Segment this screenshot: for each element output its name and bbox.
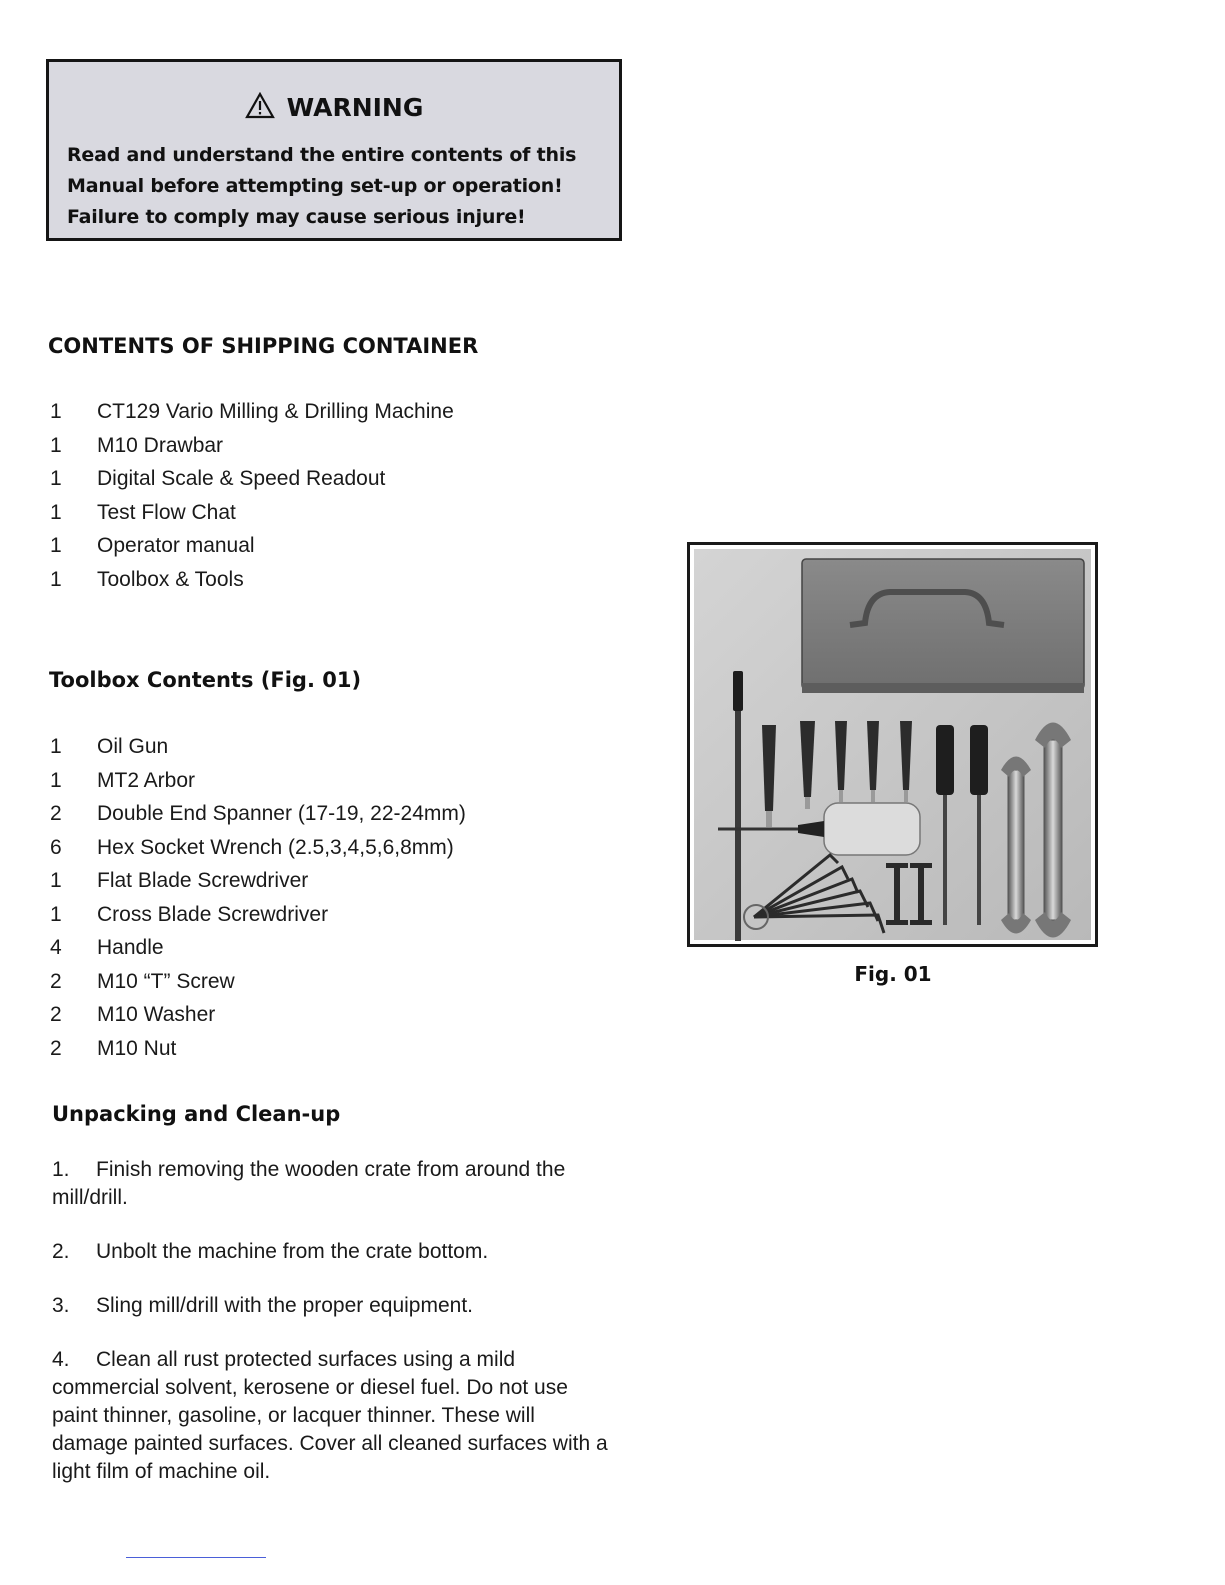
list-item [50, 903, 466, 937]
step-item [52, 1292, 612, 1320]
item-qty: 1 [50, 735, 62, 758]
list-item [50, 802, 466, 836]
step-number: 3. [52, 1294, 70, 1317]
toolbox-heading: Toolbox Contents (Fig. 01) [49, 668, 362, 692]
list-item [50, 836, 466, 870]
warning-line: Read and understand the entire contents of this [67, 144, 577, 166]
item-name: CT129 Vario Milling & Drilling Machine [97, 400, 454, 423]
item-qty: 2 [50, 802, 62, 825]
step-item [52, 1346, 612, 1486]
list-item [50, 534, 454, 568]
toolbox-tools-illustration [690, 545, 1095, 944]
item-qty: 1 [50, 567, 62, 591]
figure-caption: Fig. 01 [854, 962, 932, 986]
list-item [50, 970, 466, 1004]
item-qty: 2 [50, 1003, 62, 1026]
item-qty: 1 [50, 534, 62, 558]
list-item [50, 769, 466, 803]
item-name: Toolbox & Tools [97, 567, 244, 591]
list-item [50, 400, 454, 434]
footer-link-underline [126, 1557, 266, 1558]
item-name: Test Flow Chat [97, 500, 236, 524]
item-name: Operator manual [97, 534, 255, 558]
list-item [50, 501, 454, 535]
item-name: Flat Blade Screwdriver [97, 869, 309, 892]
list-item [50, 936, 466, 970]
item-name: M10 “T” Screw [97, 969, 235, 993]
item-name: Handle [97, 936, 164, 959]
item-name: MT2 Arbor [97, 768, 196, 792]
list-item [50, 735, 466, 769]
item-qty: 1 [50, 768, 62, 792]
item-qty: 1 [50, 400, 62, 423]
list-item [50, 1003, 466, 1037]
item-qty: 1 [50, 467, 62, 491]
step-text: Unbolt the machine from the crate bottom. [96, 1240, 489, 1263]
item-qty: 1 [50, 433, 62, 457]
warning-box [46, 59, 622, 241]
item-qty: 6 [50, 835, 62, 859]
item-name: Hex Socket Wrench (2.5,3,4,5,6,8mm) [97, 835, 454, 859]
step-text: Finish removing the wooden crate from around the mill/drill. [52, 1158, 566, 1209]
list-item [50, 568, 454, 602]
item-qty: 1 [50, 869, 62, 892]
step-item [52, 1156, 612, 1212]
toolbox-list [50, 735, 466, 1070]
step-number: 2. [52, 1240, 70, 1263]
shipping-list [50, 400, 454, 602]
list-item [50, 467, 454, 501]
unpacking-heading: Unpacking and Clean-up [52, 1102, 341, 1126]
item-name: M10 Washer [97, 1003, 216, 1026]
item-name: Digital Scale & Speed Readout [97, 467, 386, 491]
warning-triangle-icon [245, 92, 275, 119]
item-qty: 1 [50, 902, 62, 926]
step-text: Sling mill/drill with the proper equipment. [96, 1294, 474, 1317]
step-number: 1. [52, 1158, 70, 1181]
item-qty: 2 [50, 969, 62, 993]
warning-title-text: WARNING [286, 93, 424, 122]
warning-title [49, 92, 619, 122]
warning-text [67, 140, 576, 233]
warning-line: Manual before attempting set-up or operation! [67, 175, 563, 197]
item-name: M10 Drawbar [97, 433, 224, 457]
list-item [50, 434, 454, 468]
step-number: 4. [52, 1348, 70, 1371]
item-qty: 1 [50, 500, 62, 524]
list-item [50, 1037, 466, 1071]
item-name: Cross Blade Screwdriver [97, 902, 329, 926]
step-text: Clean all rust protected surfaces using a mild commercial solvent, kerosene or diesel fuel. Do not use paint thinner, gasoline, or lacquer thinner. These will damage painted surfaces. Cover all cleaned surfaces with a light film of machine oil. [52, 1348, 608, 1483]
item-qty: 4 [50, 936, 62, 959]
toolbox-figure [687, 542, 1098, 947]
item-name: Double End Spanner (17-19, 22-24mm) [97, 802, 466, 825]
step-item [52, 1238, 612, 1266]
unpacking-steps [52, 1156, 612, 1512]
item-name: Oil Gun [97, 735, 169, 758]
item-name: M10 Nut [97, 1036, 177, 1060]
list-item [50, 869, 466, 903]
warning-line: Failure to comply may cause serious injure! [67, 206, 526, 228]
shipping-heading: CONTENTS OF SHIPPING CONTAINER [48, 334, 479, 358]
item-qty: 2 [50, 1036, 62, 1060]
